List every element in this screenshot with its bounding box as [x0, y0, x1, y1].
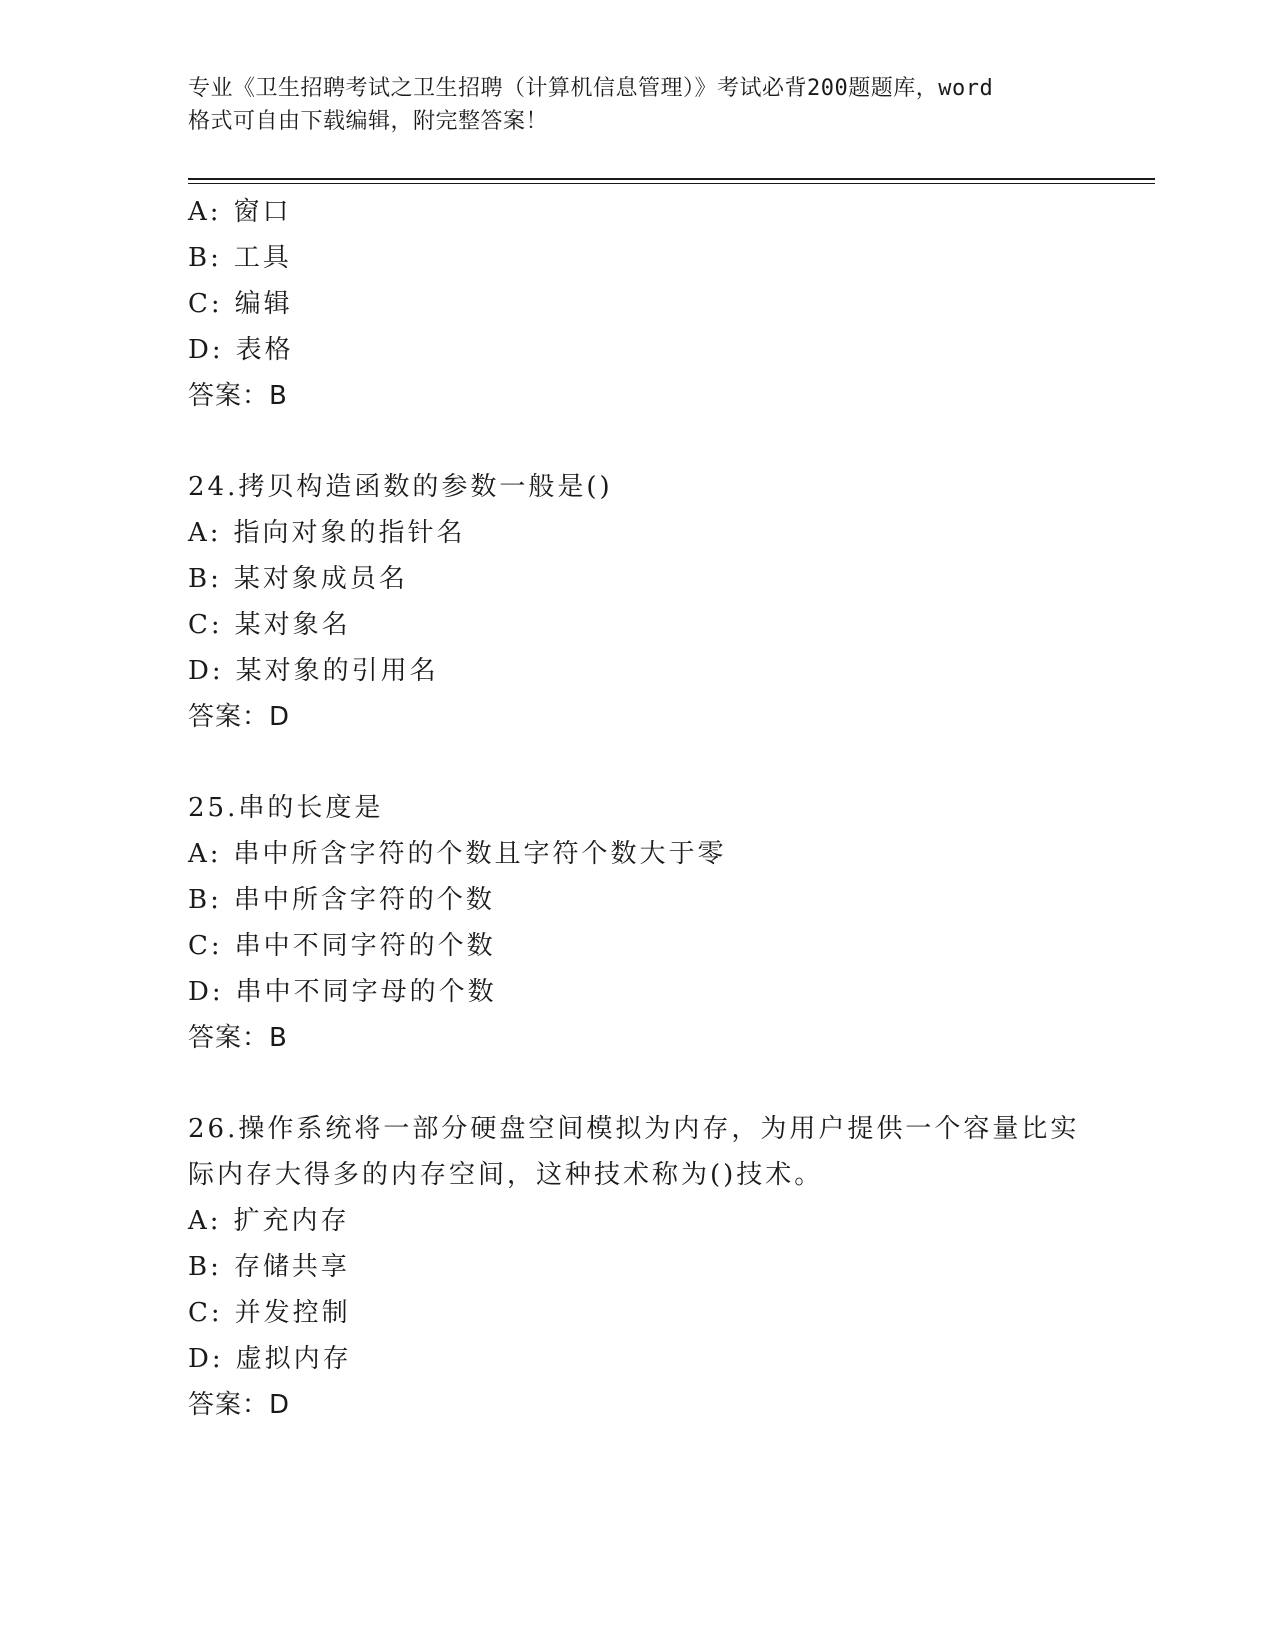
- question-list: [188, 189, 1088, 1428]
- answer-value: B: [269, 1023, 288, 1053]
- option-d: D: 虚拟内存: [188, 1344, 352, 1374]
- answer-value: B: [269, 381, 288, 411]
- option-d: D: 某对象的引用名: [188, 656, 439, 686]
- header-line-1: 专业《卫生招聘考试之卫生招聘（计算机信息管理）》考试必背200题题库，word: [188, 76, 994, 101]
- question-23: [188, 189, 1088, 419]
- option-a: A: 指向对象的指针名: [188, 518, 466, 548]
- question-stem: 24.拷贝构造函数的参数一般是(): [188, 472, 613, 502]
- answer-line: 答案：B: [188, 1023, 288, 1053]
- answer-line: 答案：D: [188, 1390, 291, 1420]
- answer-line: 答案：B: [188, 381, 288, 411]
- spacer: [188, 740, 1088, 785]
- spacer: [188, 419, 1088, 464]
- option-b: B: 工具: [188, 243, 292, 273]
- option-b: B: 串中所含字符的个数: [188, 885, 495, 915]
- option-a: A: 串中所含字符的个数且字符个数大于零: [188, 839, 727, 869]
- option-d: D: 表格: [188, 335, 294, 365]
- answer-value: D: [269, 702, 291, 732]
- option-c: C: 某对象名: [188, 610, 351, 640]
- spacer: [188, 1061, 1088, 1106]
- answer-line: 答案：D: [188, 702, 291, 732]
- question-stem-line-1: 26.操作系统将一部分硬盘空间模拟为内存，为用户提供一个容量比实: [188, 1114, 1080, 1144]
- header-line-2: 格式可自由下载编辑，附完整答案！: [188, 109, 549, 134]
- option-a: A: 窗口: [188, 197, 292, 227]
- question-stem: 25.串的长度是: [188, 793, 384, 823]
- option-d: D: 串中不同字母的个数: [188, 977, 497, 1007]
- header-divider-thin: [188, 183, 1155, 184]
- document-header: [188, 72, 1088, 138]
- option-c: C: 串中不同字符的个数: [188, 931, 496, 961]
- option-b: B: 存储共享: [188, 1252, 350, 1282]
- header-divider-thick: [188, 178, 1155, 180]
- question-25: [188, 785, 1088, 1061]
- option-c: C: 并发控制: [188, 1298, 351, 1328]
- answer-value: D: [269, 1390, 291, 1420]
- option-a: A: 扩充内存: [188, 1206, 350, 1236]
- question-24: [188, 464, 1088, 740]
- option-b: B: 某对象成员名: [188, 564, 408, 594]
- question-26: [188, 1106, 1088, 1428]
- question-stem-line-2: 际内存大得多的内存空间，这种技术称为()技术。: [188, 1160, 824, 1190]
- option-c: C: 编辑: [188, 289, 293, 319]
